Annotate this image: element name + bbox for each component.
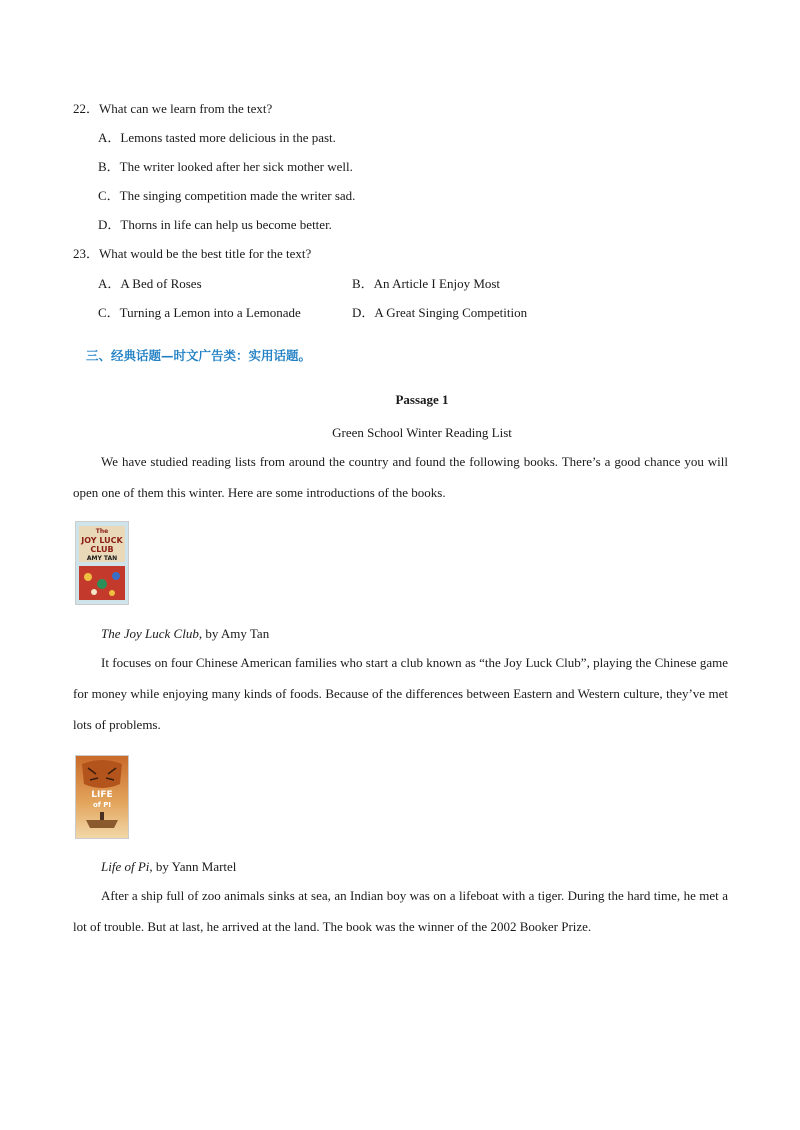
option-23-c: C．Turning a Lemon into a Lemonade [98, 305, 301, 320]
cover-text: LIFE [91, 790, 113, 800]
option-22-c: C．The singing competition made the writer sad. [98, 188, 356, 203]
book-cover-life-of-pi [75, 755, 129, 839]
question-text: What would be the best title for the text? [99, 246, 312, 261]
book-description: It focuses on four Chinese American families who start a club known as “the Joy Luck Club”, playing the Chinese game for money while enjoying many kinds of foods. Because of the differences between Eastern and Western culture, they’ve met lots of problems. [73, 655, 728, 732]
cover-text: AMY TAN [86, 555, 118, 562]
option-23-a: A．A Bed of Roses [98, 276, 202, 291]
option-22-b: B．The writer looked after her sick mother well. [98, 159, 353, 174]
question-23 [73, 243, 311, 262]
option-22-d: D．Thorns in life can help us become better. [98, 217, 332, 232]
cover-text: CLUB [90, 545, 114, 554]
book-author: , by Amy Tan [198, 626, 270, 641]
option-23-b: B．An Article I Enjoy Most [352, 276, 501, 291]
book-title: The Joy Luck Club [101, 626, 199, 641]
book-author: , by Yann Martel [149, 859, 237, 874]
cover-text: of PI [92, 801, 112, 809]
passage-label: Passage 1 [395, 392, 449, 407]
book-title-line [101, 859, 236, 875]
question-22 [73, 98, 272, 117]
cover-text: JOY LUCK [81, 536, 123, 545]
question-text: What can we learn from the text? [99, 101, 273, 116]
book-title: Life of Pi [101, 859, 150, 874]
passage-intro: We have studied reading lists from around the country and found the following books. There’s a good chance you will open one of them this winter. Here are some introductions of the books. [73, 454, 728, 500]
book-title-line [101, 626, 269, 642]
book-cover-joy-luck-club [75, 521, 129, 605]
question-number: 23． [73, 246, 100, 261]
section-heading: 三、经典话题—时文广告类：实用话题。 [86, 348, 312, 363]
option-22-a: A．Lemons tasted more delicious in the past. [98, 130, 336, 145]
question-number: 22． [73, 101, 100, 116]
cover-text: The [95, 528, 109, 535]
book-description: After a ship full of zoo animals sinks at sea, an Indian boy was on a lifeboat with a tiger. During the hard time, he met a lot of trouble. But at last, he arrived at the land. The book was the winner of the 2002 Booker Prize. [73, 888, 728, 934]
passage-title: Green School Winter Reading List [332, 425, 512, 440]
option-23-d: D．A Great Singing Competition [352, 305, 528, 320]
